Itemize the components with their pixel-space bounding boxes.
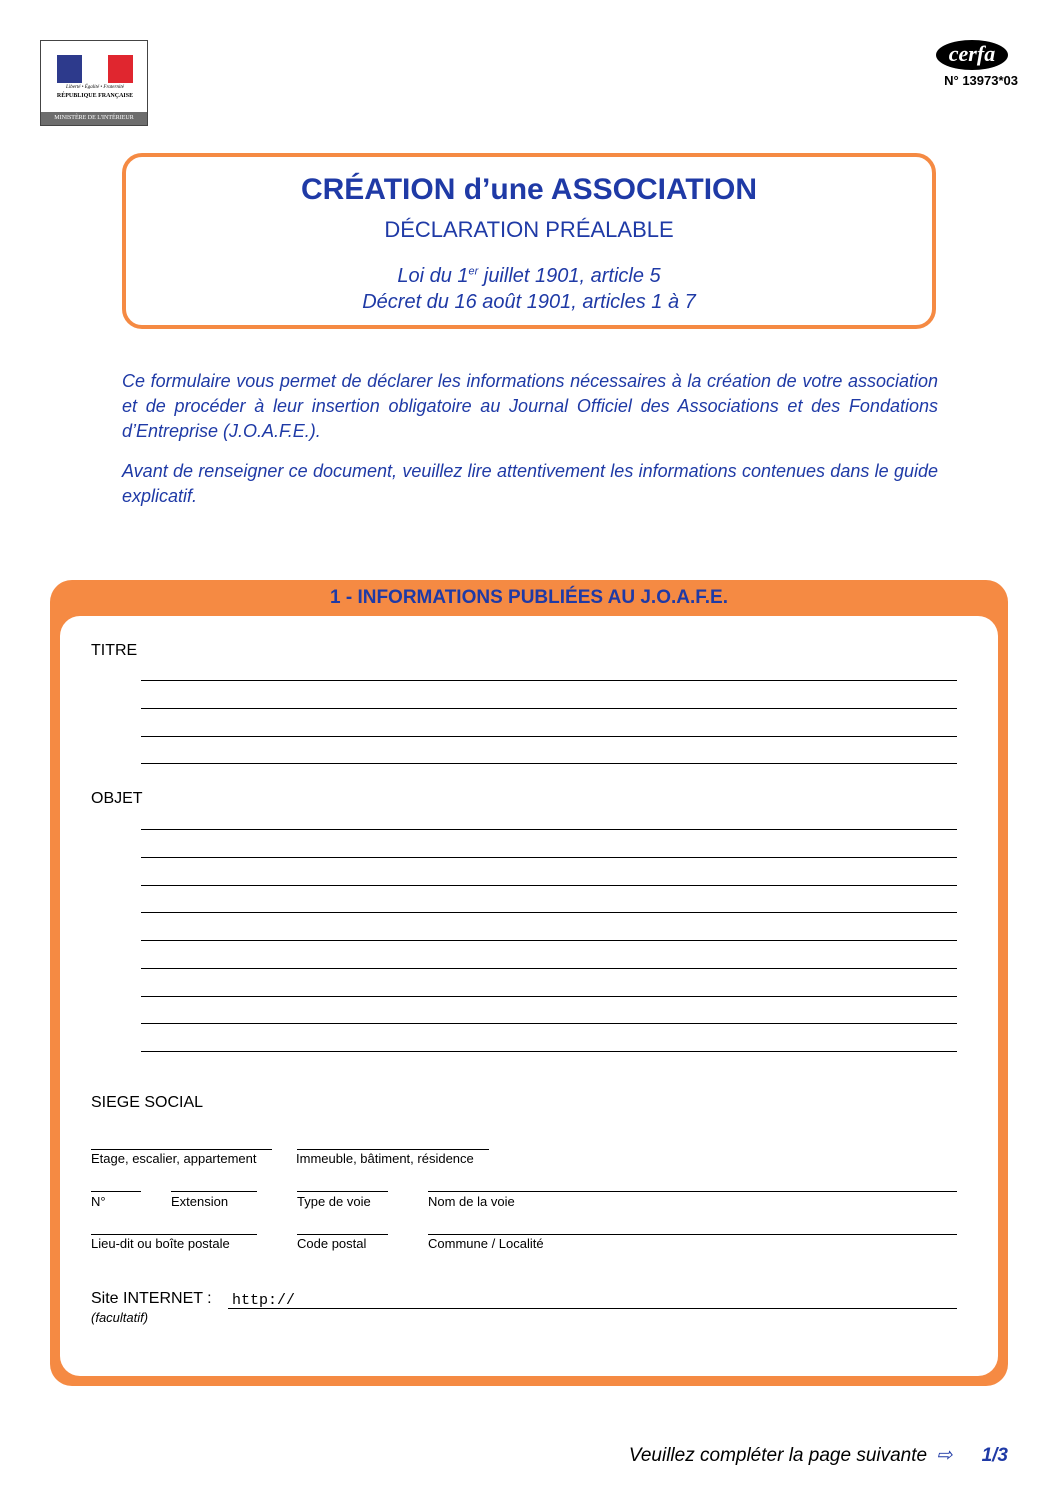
numero-field[interactable]: [91, 1191, 141, 1192]
page-title: CRÉATION d’une ASSOCIATION: [300, 173, 758, 206]
logo-ministry: MINISTÈRE DE L'INTÉRIEUR: [41, 112, 147, 125]
nom-voie-field[interactable]: [428, 1191, 957, 1192]
commune-field[interactable]: [428, 1234, 957, 1235]
code-postal-field[interactable]: [297, 1234, 388, 1235]
page-number: 1/3: [981, 1445, 1008, 1466]
site-label: Site INTERNET :: [91, 1290, 212, 1307]
section-1-title: 1 - INFORMATIONS PUBLIÉES AU J.O.A.F.E.: [330, 587, 728, 608]
objet-line-3[interactable]: [141, 885, 957, 886]
titre-line-4[interactable]: [141, 763, 957, 764]
intro-paragraph-1: Ce formulaire vous permet de déclarer les informations nécessaires à la création de votre association et de procéder à leur insertion obligatoire au Journal Officiel des Associations et des Fondations d’Entreprise (J.O.A.F.E.).: [122, 371, 938, 441]
ministry-logo: [40, 40, 148, 126]
type-voie-field[interactable]: [297, 1191, 388, 1192]
immeuble-label: Immeuble, bâtiment, résidence: [296, 1151, 474, 1166]
titre-line-2[interactable]: [141, 708, 957, 709]
intro-paragraph-2: Avant de renseigner ce document, veuillez lire attentivement les informations contenues dans le guide explicatif.: [122, 461, 938, 506]
title-box: [122, 153, 936, 329]
nom-voie-label: Nom de la voie: [428, 1194, 515, 1209]
objet-line-4[interactable]: [141, 912, 957, 913]
commune-label: Commune / Localité: [428, 1236, 544, 1251]
extension-field[interactable]: [171, 1191, 257, 1192]
objet-line-2[interactable]: [141, 857, 957, 858]
etage-field[interactable]: [91, 1149, 272, 1150]
titre-line-3[interactable]: [141, 736, 957, 737]
cerfa-number: N° 13973*03: [944, 73, 1018, 88]
footer: [560, 1444, 1008, 1467]
objet-line-1[interactable]: [141, 829, 957, 830]
objet-line-5[interactable]: [141, 940, 957, 941]
objet-line-6[interactable]: [141, 968, 957, 969]
numero-label: N°: [91, 1194, 106, 1209]
cerfa-logo: cerfa: [936, 40, 1008, 70]
code-postal-label: Code postal: [297, 1236, 367, 1251]
objet-line-9[interactable]: [141, 1051, 957, 1052]
etage-label: Etage, escalier, appartement: [91, 1151, 257, 1166]
logo-motto: Liberté • Égalité • Fraternité: [66, 85, 124, 90]
decree-reference: Décret du 16 août 1901, articles 1 à 7: [362, 291, 696, 313]
objet-line-7[interactable]: [141, 996, 957, 997]
objet-line-8[interactable]: [141, 1023, 957, 1024]
siege-label: SIEGE SOCIAL: [91, 1094, 204, 1111]
lieu-dit-label: Lieu-dit ou boîte postale: [91, 1236, 230, 1251]
right-arrow-icon: ⇨: [936, 1445, 953, 1466]
titre-label: TITRE: [91, 642, 138, 659]
footer-text: Veuillez compléter la page suivante: [628, 1445, 928, 1466]
immeuble-field[interactable]: [297, 1149, 489, 1150]
titre-line-1[interactable]: [141, 680, 957, 681]
logo-republic: RÉPUBLIQUE FRANÇAISE: [56, 93, 134, 99]
site-prefix: http://: [232, 1292, 296, 1309]
objet-label: OBJET: [91, 790, 143, 807]
law-reference: Loi du 1er juillet 1901, article 5: [397, 265, 661, 287]
page-subtitle: DÉCLARATION PRÉALABLE: [384, 217, 674, 242]
type-voie-label: Type de voie: [297, 1194, 371, 1209]
marianne-flag-icon: [57, 55, 133, 83]
lieu-dit-field[interactable]: [91, 1234, 257, 1235]
site-field[interactable]: [228, 1308, 957, 1309]
site-note: (facultatif): [91, 1310, 149, 1325]
extension-label: Extension: [171, 1194, 229, 1209]
